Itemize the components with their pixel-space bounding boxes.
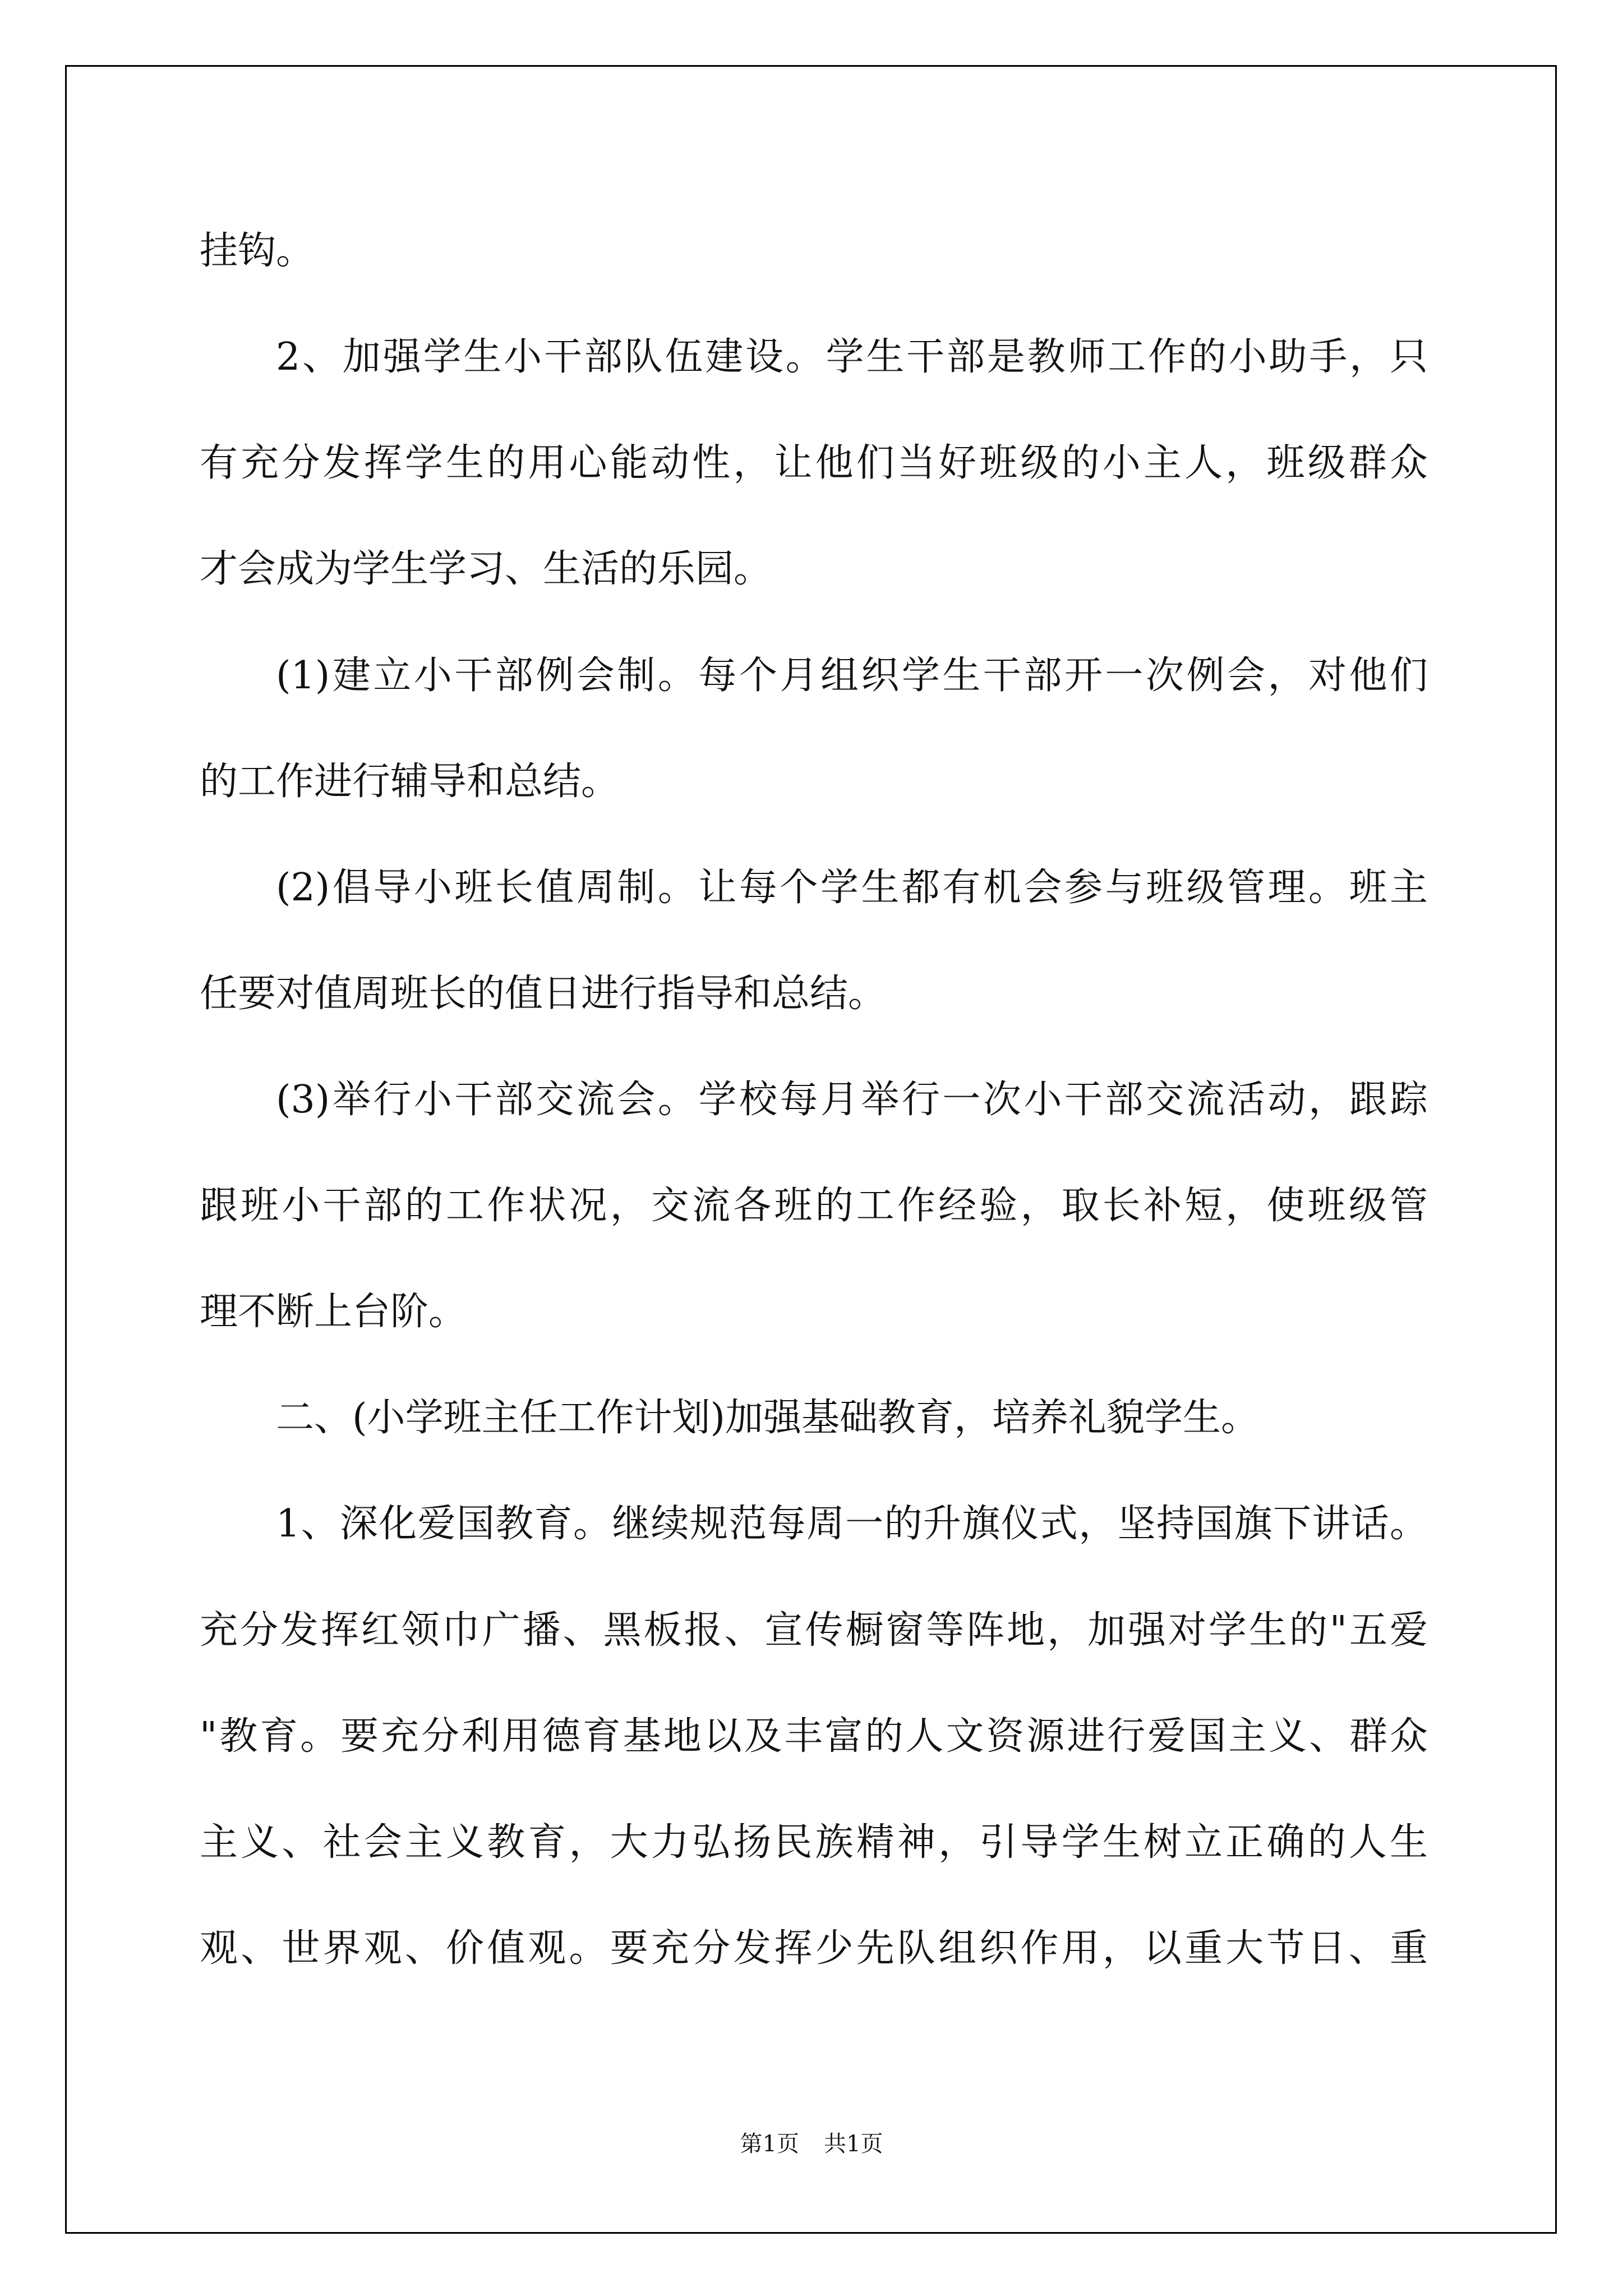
text-line: 主义、社会主义教育，大力弘扬民族精神，引导学生树立正确的人生 xyxy=(200,1820,1428,1865)
text-line: (3)举行小干部交流会。学校每月举行一次小干部交流活动，跟踪 xyxy=(276,1078,1428,1122)
text-line: 2、加强学生小干部队伍建设。学生干部是教师工作的小助手，只 xyxy=(276,335,1428,379)
text-line: 才会成为学生学习、生活的乐园。 xyxy=(200,547,772,591)
page-number: 第1页 xyxy=(740,2131,799,2157)
text-line: 理不断上台阶。 xyxy=(200,1290,467,1334)
text-line: 有充分发挥学生的用心能动性，让他们当好班级的小主人，班级群众 xyxy=(200,441,1428,485)
text-line: 的工作进行辅导和总结。 xyxy=(200,760,620,804)
text-line: 二、(小学班主任工作计划)加强基础教育，培养礼貌学生。 xyxy=(276,1396,1260,1440)
text-line: 跟班小干部的工作状况，交流各班的工作经验，取长补短，使班级管 xyxy=(200,1184,1428,1228)
page-total: 共1页 xyxy=(824,2131,883,2157)
page-footer xyxy=(0,2127,1623,2161)
page-border xyxy=(65,65,1557,2234)
text-line: 观、世界观、价值观。要充分发挥少先队组织作用，以重大节日、重 xyxy=(200,1926,1428,1971)
text-line: (1)建立小干部例会制。每个月组织学生干部开一次例会，对他们 xyxy=(276,654,1428,698)
text-line: 挂钩。 xyxy=(200,229,315,273)
text-line: 任要对值周班长的值日进行指导和总结。 xyxy=(200,972,887,1016)
text-line: 1、深化爱国教育。继续规范每周一的升旗仪式，坚持国旗下讲话。 xyxy=(276,1502,1428,1546)
text-line: "教育。要充分利用德育基地以及丰富的人文资源进行爱国主义、群众 xyxy=(200,1714,1428,1759)
text-line: (2)倡导小班长值周制。让每个学生都有机会参与班级管理。班主 xyxy=(276,866,1428,910)
text-line: 充分发挥红领巾广播、黑板报、宣传橱窗等阵地，加强对学生的"五爱 xyxy=(200,1608,1428,1653)
